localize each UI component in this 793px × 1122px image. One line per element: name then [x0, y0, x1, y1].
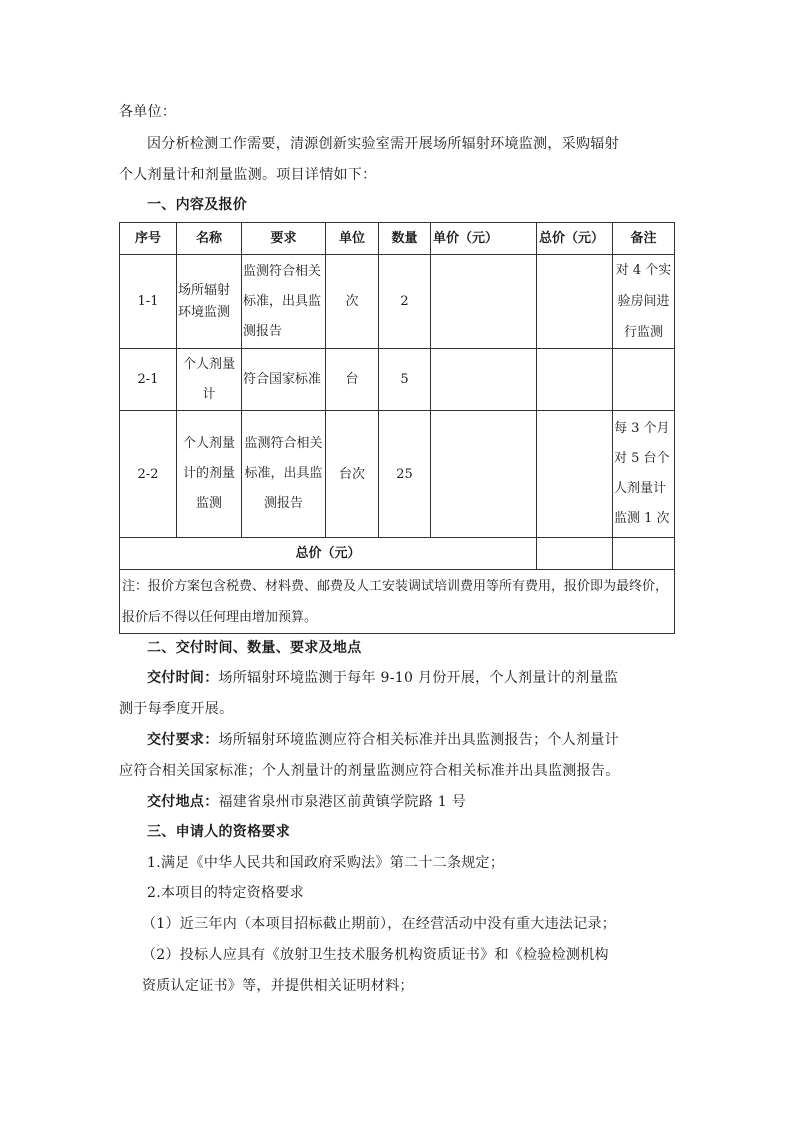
table-total-row [120, 538, 675, 570]
cell-requirement-text: 监测符合相关标准，出具监测报告 [244, 436, 323, 511]
cell-name-text: 个人剂量计 [182, 356, 235, 402]
section2-title: 二、交付时间、数量、要求及地点 [147, 640, 362, 656]
cell-unit-price [431, 349, 537, 411]
cell-unit-price [431, 411, 537, 538]
cell-total-price [537, 255, 613, 349]
requirement-2-1: （1）近三年内（本项目招标截止期前），在经营活动中没有重大违法记录； [142, 916, 617, 932]
cell-name-text: 场所辐射环境监测 [178, 282, 231, 320]
header-quantity: 数量 [379, 223, 431, 255]
cell-quantity: 25 [379, 411, 431, 538]
requirement-1: 1.满足《中华人民共和国政府采购法》第二十二条规定； [147, 855, 505, 871]
cell-total-price [537, 411, 613, 538]
cell-remark-text: 对 4 个实验房间进行监测 [615, 263, 672, 340]
requirement-2-2-line2: 资质认定证书》等，并提供相关证明材料； [142, 978, 414, 994]
table-header-row [120, 223, 675, 255]
cell-name-text: 个人剂量计的剂量监测 [182, 436, 235, 511]
cell-no: 1-1 [120, 255, 177, 349]
cell-total-price [537, 349, 613, 411]
delivery-req-line1 [147, 730, 619, 750]
delivery-req-line2: 应符合相关国家标准；个人剂量计的剂量监测应符合相关标准并出具监测报告。 [119, 763, 620, 779]
cell-requirement-text: 监测符合相关标准，出具监测报告 [243, 263, 322, 339]
header-no: 序号 [120, 223, 177, 255]
table-note-row [120, 570, 675, 634]
delivery-req-label: 交付要求： [147, 732, 219, 748]
section1-title: 一、内容及报价 [147, 197, 248, 213]
cell-remark [613, 255, 675, 349]
total-value [537, 538, 613, 570]
cell-quantity: 5 [379, 349, 431, 411]
cell-remark-text: 每 3 个月对 5 台个人剂量计监测 1 次 [614, 421, 670, 526]
cell-unit-price [431, 255, 537, 349]
salutation: 各单位： [119, 104, 177, 120]
delivery-place-label: 交付地点： [147, 794, 219, 810]
header-requirement: 要求 [242, 223, 326, 255]
table-note: 注：报价方案包含税费、材料费、邮费及人工安装调试培训费用等所有费用，报价即为最终价，报价后不得以任何理由增加预算。 [120, 570, 675, 634]
quote-table [119, 222, 675, 634]
header-name: 名称 [177, 223, 242, 255]
requirement-2: 2.本项目的特定资格要求 [147, 885, 304, 901]
cell-unit: 次 [326, 255, 379, 349]
cell-name [177, 349, 242, 411]
intro-paragraph-line1: 因分析检测工作需要，清源创新实验室需开展场所辐射环境监测，采购辐射 [147, 136, 619, 152]
table-row [120, 349, 675, 411]
cell-remark [613, 349, 675, 411]
header-remark: 备注 [613, 223, 675, 255]
cell-name [177, 411, 242, 538]
delivery-place-text: 福建省泉州市泉港区前黄镇学院路 1 号 [218, 794, 467, 810]
header-unit-price: 单价（元） [431, 223, 537, 255]
cell-remark [613, 411, 675, 538]
delivery-time-text: 场所辐射环境监测于每年 9-10 月份开展，个人剂量计的剂量监 [218, 670, 619, 686]
delivery-place-line [147, 792, 466, 812]
requirement-2-2-line1: （2）投标人应具有《放射卫生技术服务机构资质证书》和《检验检测机构 [142, 947, 609, 963]
delivery-req-text: 场所辐射环境监测应符合相关标准并出具监测报告；个人剂量计 [218, 732, 619, 748]
total-label: 总价（元） [120, 538, 537, 570]
delivery-time-line1 [147, 668, 618, 688]
cell-no: 2-2 [120, 411, 177, 538]
delivery-time-line2: 测于每季度开展。 [119, 701, 234, 717]
header-unit: 单位 [326, 223, 379, 255]
delivery-time-label: 交付时间： [147, 670, 219, 686]
cell-no: 2-1 [120, 349, 177, 411]
header-total-price: 总价（元） [537, 223, 613, 255]
section3-title: 三、申请人的资格要求 [147, 824, 290, 840]
cell-unit: 台次 [326, 411, 379, 538]
table-row [120, 255, 675, 349]
total-remark [613, 538, 675, 570]
table-row [120, 411, 675, 538]
cell-name [177, 255, 242, 349]
intro-paragraph-line2: 个人剂量计和剂量监测。项目详情如下： [119, 167, 377, 183]
cell-requirement [242, 255, 326, 349]
cell-requirement [242, 411, 326, 538]
cell-unit: 台 [326, 349, 379, 411]
cell-quantity: 2 [379, 255, 431, 349]
cell-requirement: 符合国家标准 [242, 349, 326, 411]
